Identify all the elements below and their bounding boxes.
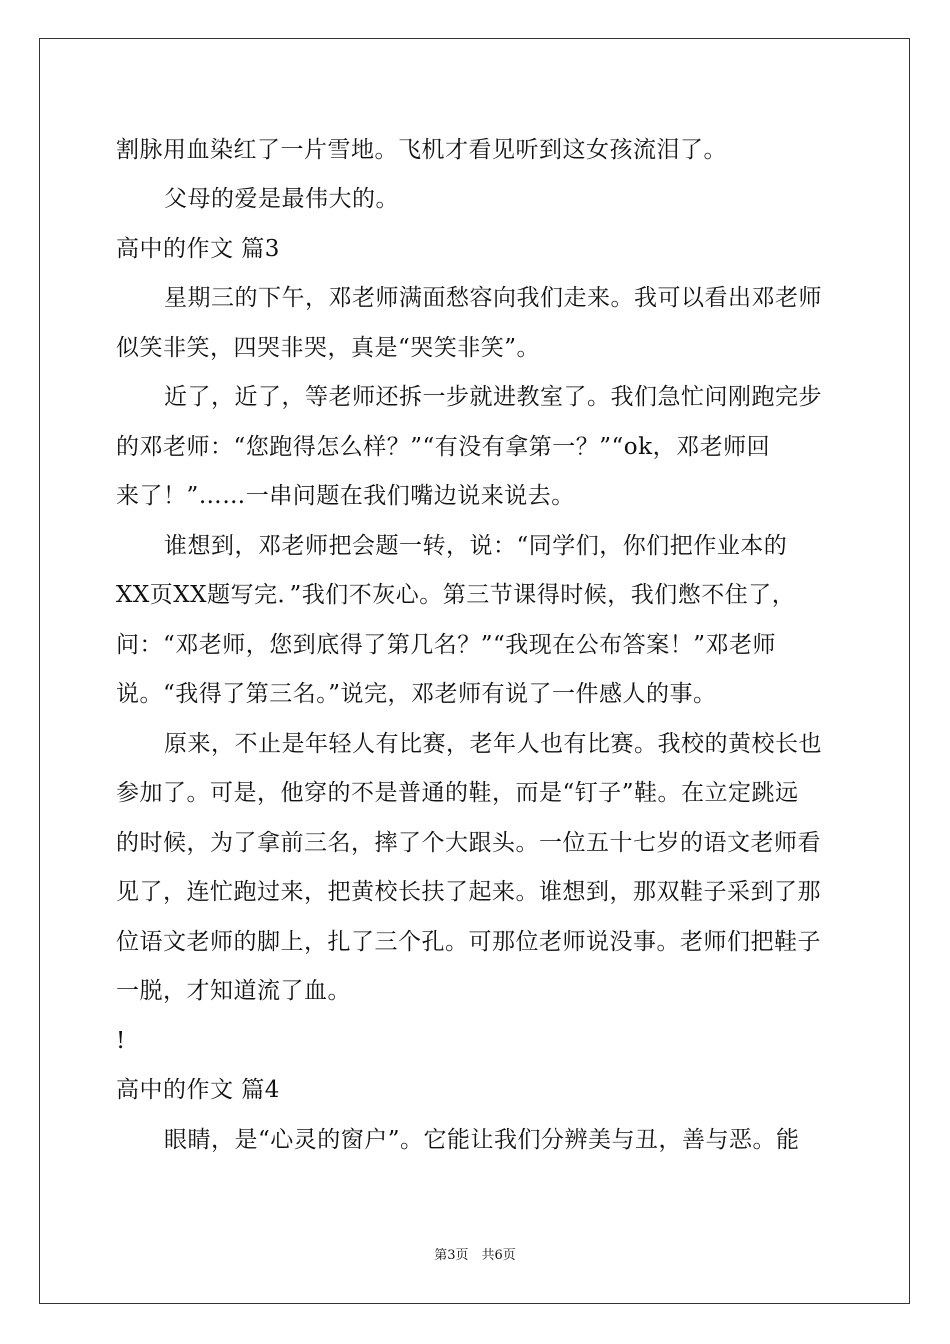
paragraph-line: 的邓老师：“您跑得怎么样？”“有没有拿第一？”“ok，邓老师回 xyxy=(116,434,771,460)
paragraph-line: 近了，近了，等老师还拆一步就进教室了。我们急忙问刚跑完步 xyxy=(164,384,822,410)
paragraph-line: 割脉用血染红了一片雪地。飞机才看见听到这女孩流泪了。 xyxy=(116,137,727,163)
paragraph-line: 父母的爱是最伟大的。 xyxy=(164,186,399,212)
paragraph-line: 一脱，才知道流了血。 xyxy=(116,978,351,1004)
paragraph-line: 原来，不止是年轻人有比赛，老年人也有比赛。我校的黄校长也 xyxy=(164,731,822,757)
paragraph-line: 星期三的下午，邓老师满面愁容向我们走来。我可以看出邓老师 xyxy=(164,285,822,311)
paragraph-line: 的时候，为了拿前三名，摔了个大跟头。一位五十七岁的语文老师看 xyxy=(116,830,821,856)
section-heading: 高中的作文 篇3 xyxy=(116,236,280,262)
paragraph-line: 来了！”……一串问题在我们嘴边说来说去。 xyxy=(116,483,575,509)
paragraph-line: 见了，连忙跑过来，把黄校长扶了起来。谁想到，那双鞋子采到了那 xyxy=(116,879,821,905)
page-border xyxy=(39,38,910,1304)
paragraph-line: XX页XX题写完．”我们不灰心。第三节课得时候，我们憋不住了， xyxy=(116,582,796,608)
paragraph-line: 谁想到，邓老师把会题一转，说：“同学们，你们把作业本的 xyxy=(164,533,788,559)
paragraph-line: 似笑非笑，四哭非哭，真是“哭笑非笑”。 xyxy=(116,335,541,361)
paragraph-line: 位语文老师的脚上，扎了三个孔。可那位老师说没事。老师们把鞋子 xyxy=(116,929,821,955)
paragraph-line: ! xyxy=(116,1028,126,1054)
section-heading: 高中的作文 篇4 xyxy=(116,1077,280,1103)
paragraph-line: 问：“邓老师，您到底得了第几名？”“我现在公布答案！”邓老师 xyxy=(116,632,777,658)
paragraph-line: 说。“我得了第三名。”说完，邓老师有说了一件感人的事。 xyxy=(116,681,717,707)
page-number-footer: 第3页 共6页 xyxy=(434,1248,516,1263)
paragraph-line: 参加了。可是，他穿的不是普通的鞋，而是“钉子”鞋。在立定跳远 xyxy=(116,780,799,806)
paragraph-line: 眼睛，是“心灵的窗户”。它能让我们分辨美与丑，善与恶。能 xyxy=(164,1127,800,1153)
